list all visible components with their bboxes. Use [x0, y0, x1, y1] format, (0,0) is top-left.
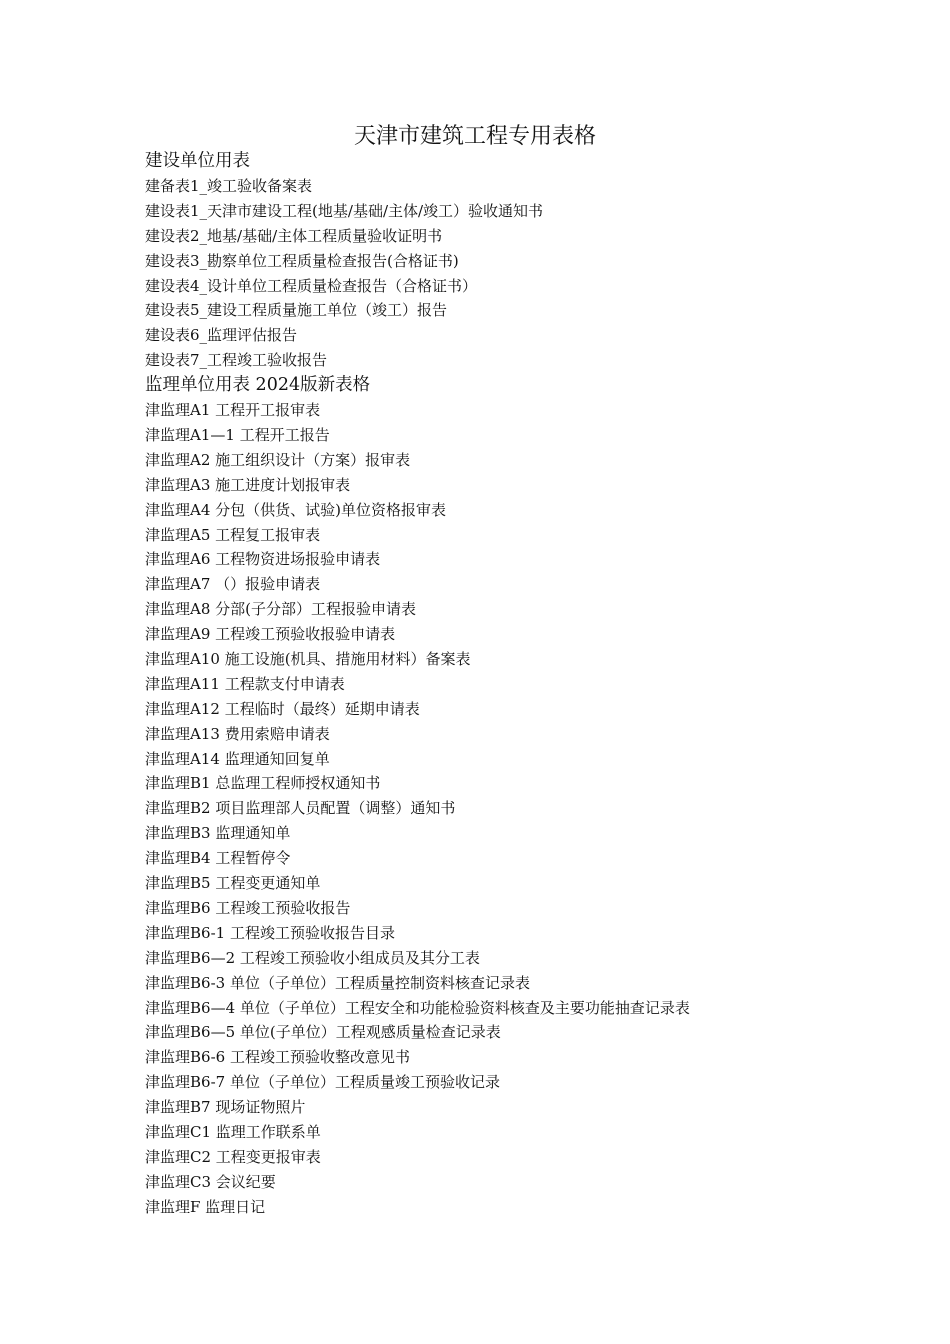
list-item: 建设表4_设计单位工程质量检查报告（合格证书） [145, 276, 478, 295]
list-item: 津监理B6-3 单位（子单位）工程质量控制资料核查记录表 [145, 973, 530, 992]
list-item: 津监理B6-7 单位（子单位）工程质量竣工预验收记录 [145, 1073, 500, 1092]
list-item: 建备表1_竣工验收备案表 [145, 177, 313, 195]
list-item: 津监理A10 施工设施(机具、措施用材料）备案表 [145, 650, 471, 669]
list-item: 建设表5_建设工程质量施工单位（竣工）报告 [145, 301, 448, 320]
list-item: 津监理A11 工程款支付申请表 [145, 674, 345, 693]
list-item: 津监理A3 施工进度计划报审表 [145, 475, 351, 494]
list-item: 津监理C1 监理工作联系单 [145, 1122, 321, 1141]
form-list [145, 398, 925, 1219]
list-item: 津监理B6-6 工程竣工预验收整改意见书 [145, 1048, 410, 1067]
form-list [145, 174, 925, 373]
list-item: 建设表2_地基/基础/主体工程质量验收证明书 [145, 226, 443, 245]
list-item: 津监理B6 工程竣工预验收报告 [145, 898, 351, 917]
list-item: 建设表3_勘察单位工程质量检查报告(合格证书) [145, 251, 459, 270]
list-item: 津监理A13 费用索赔申请表 [145, 724, 330, 743]
list-item: 津监理A14 监理通知回复单 [145, 749, 330, 768]
list-item: 津监理B2 项目监理部人员配置（调整）通知书 [145, 799, 456, 818]
list-item: 津监理A9 工程竣工预验收报验申请表 [145, 625, 396, 644]
list-item: 津监理C2 工程变更报审表 [145, 1147, 321, 1166]
list-item: 津监理A8 分部(子分部）工程报验申请表 [145, 600, 416, 619]
list-item: 津监理F 监理日记 [145, 1197, 266, 1216]
list-item: 津监理A5 工程复工报审表 [145, 525, 321, 544]
list-item: 津监理B5 工程变更通知单 [145, 874, 321, 893]
list-item: 津监理B1 总监理工程师授权通知书 [145, 774, 381, 793]
list-item: 建设表6_监理评估报告 [145, 326, 298, 345]
list-item: 津监理A4 分包（供货、试验)单位资格报审表 [145, 500, 446, 519]
document-content [145, 149, 925, 1220]
list-item: 津监理B6—4 单位（子单位）工程安全和功能检验资料核查及主要功能抽查记录表 [145, 998, 690, 1017]
list-item: 津监理A1—1 工程开工报告 [145, 426, 330, 445]
list-item: 津监理C3 会议纪要 [145, 1172, 276, 1191]
list-item: 建设表1_天津市建设工程(地基/基础/主体/竣工）验收通知书 [145, 201, 544, 220]
list-item: 津监理B3 监理通知单 [145, 824, 291, 843]
section-heading: 建设单位用表 [145, 151, 250, 171]
list-item: 津监理A6 工程物资进场报验申请表 [145, 550, 381, 569]
list-item: 津监理A2 施工组织设计（方案）报审表 [145, 450, 411, 469]
list-item: 津监理B6—5 单位(子单位）工程观感质量检查记录表 [145, 1023, 501, 1042]
list-item: 建设表7_工程竣工验收报告 [145, 351, 328, 370]
list-item: 津监理B4 工程暂停令 [145, 849, 291, 868]
list-item: 津监理B7 现场证物照片 [145, 1098, 306, 1117]
document-title: 天津市建筑工程专用表格 [353, 124, 596, 149]
list-item: 津监理B6—2 工程竣工预验收小组成员及其分工表 [145, 948, 480, 967]
list-item: 津监理A12 工程临时（最终）延期申请表 [145, 699, 420, 718]
list-item: 津监理B6-1 工程竣工预验收报告目录 [145, 923, 395, 942]
list-item: 津监理A1 工程开工报审表 [145, 401, 321, 420]
list-item: 津监理A7 （）报验申请表 [145, 575, 321, 594]
section-heading: 监理单位用表 2024版新表格 [145, 375, 371, 396]
